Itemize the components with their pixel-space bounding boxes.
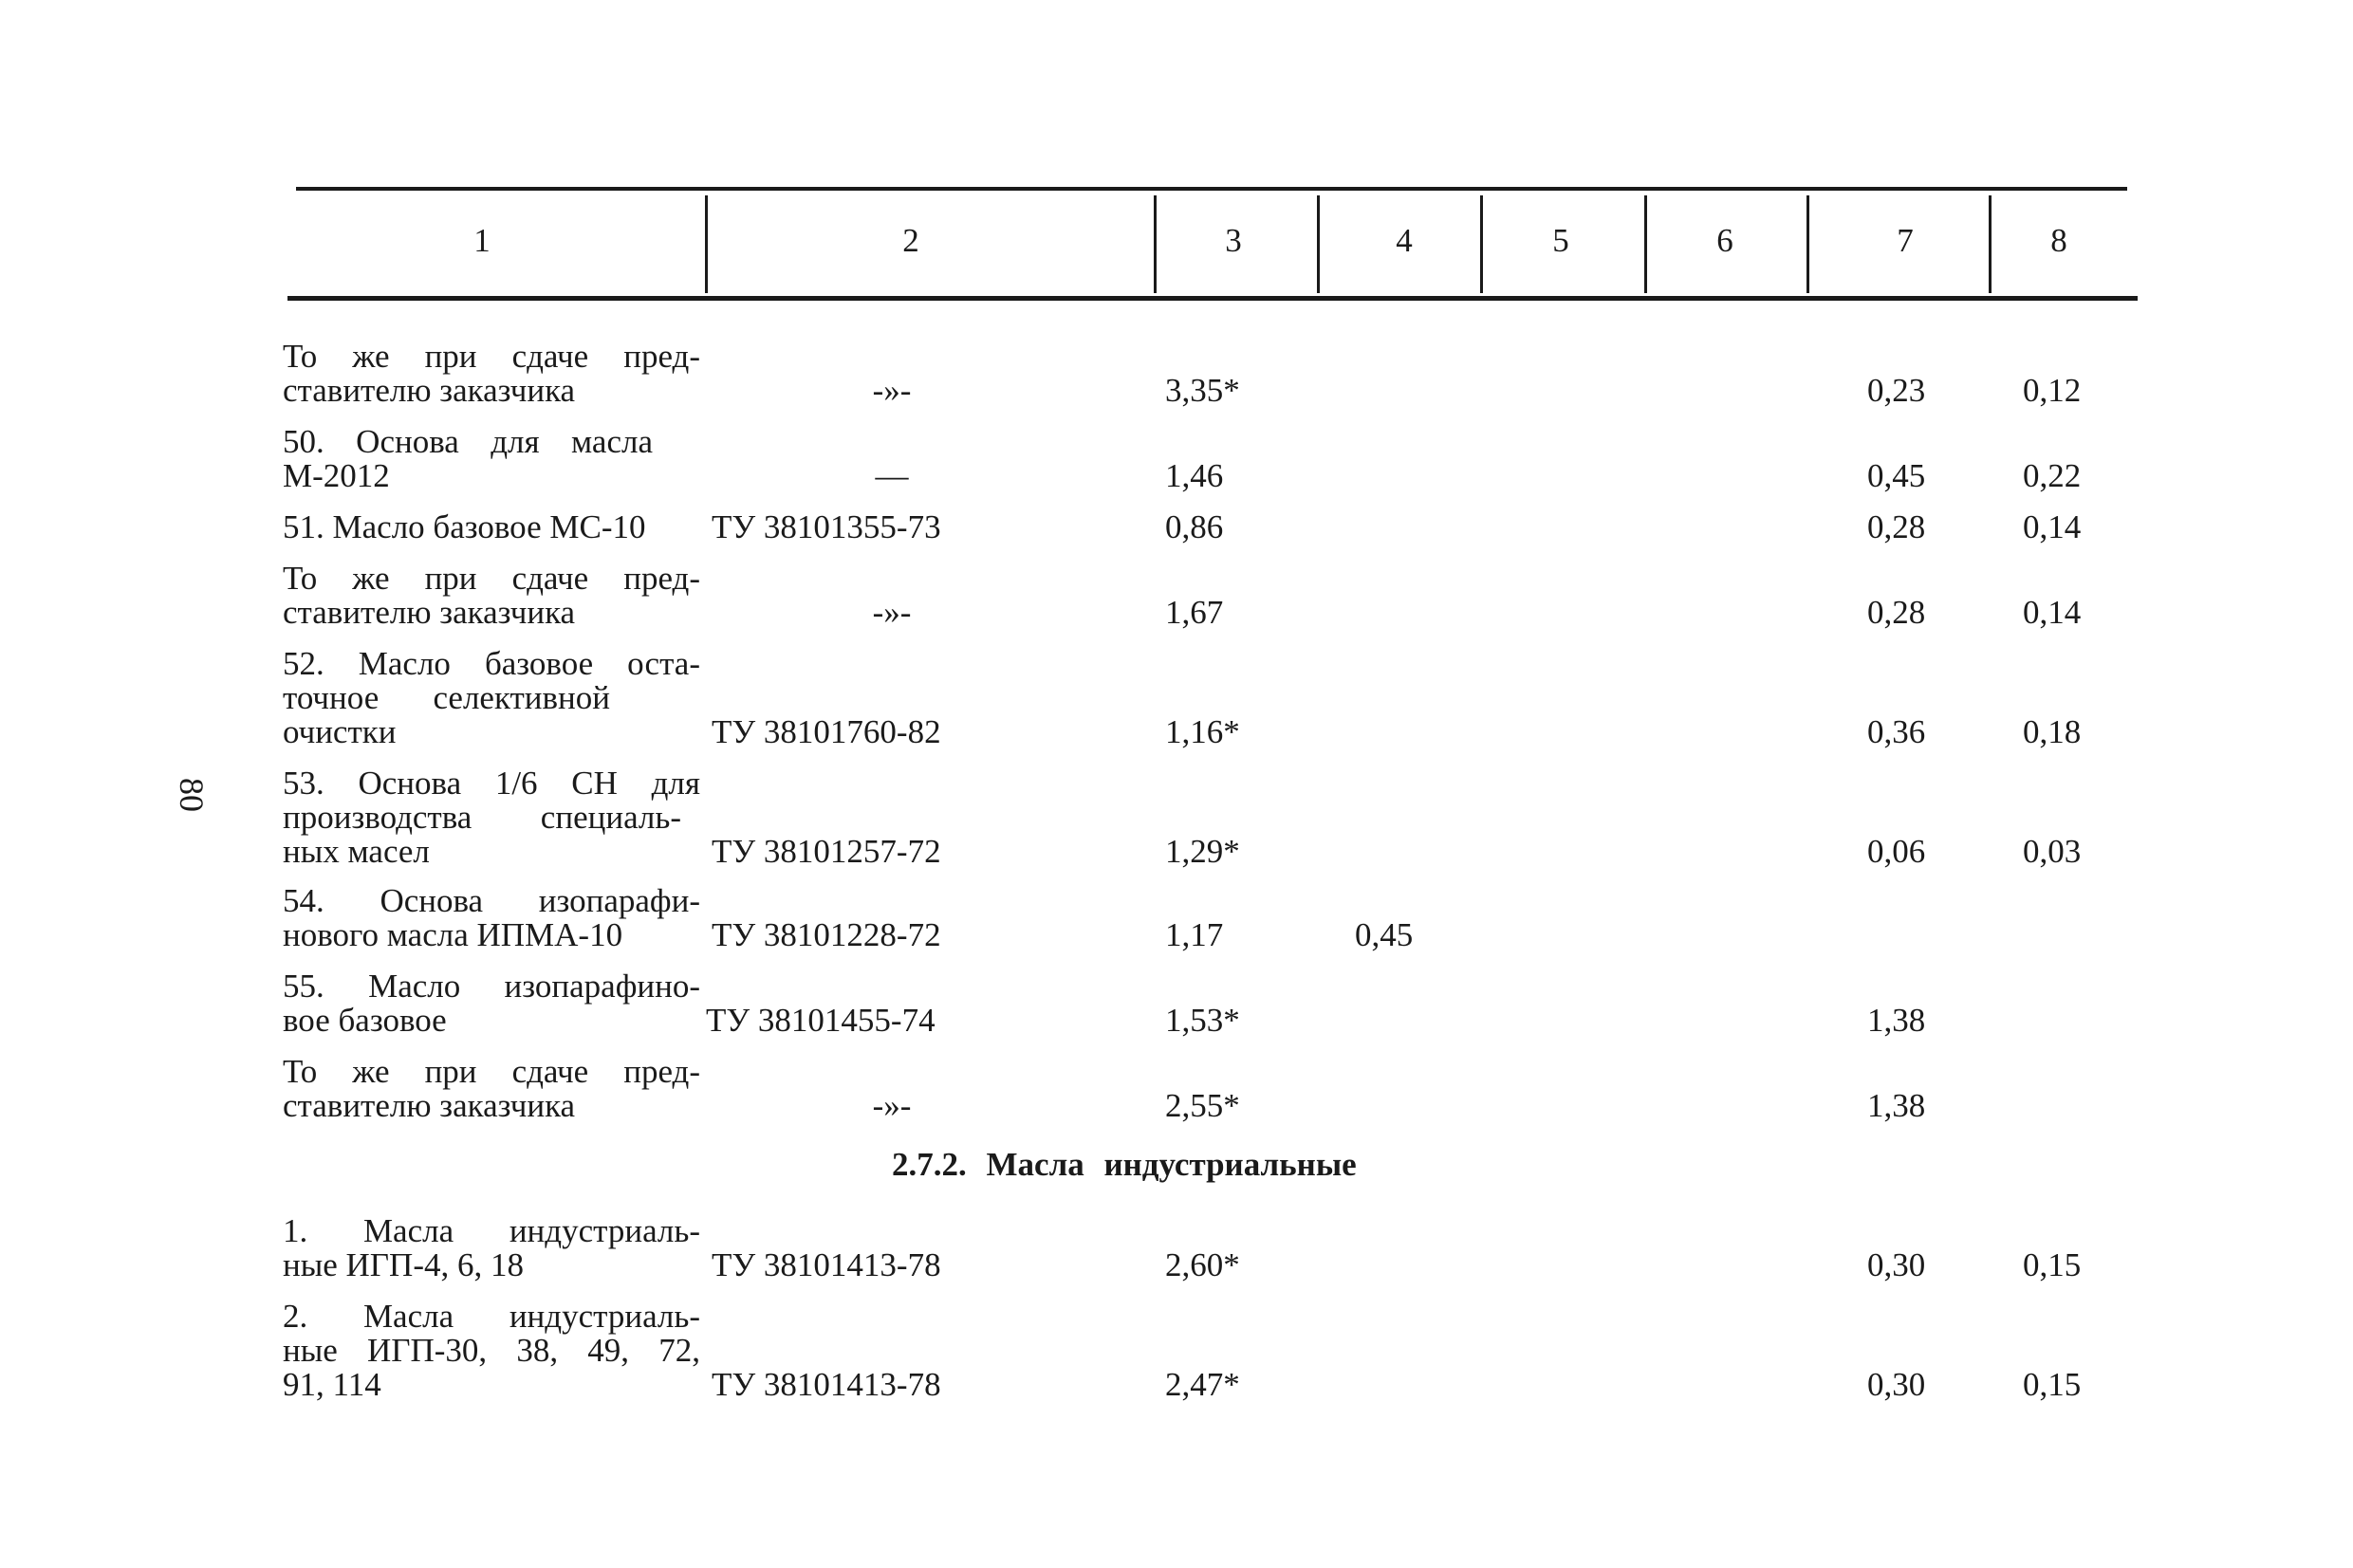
table-row-value-3: 3,35* — [1165, 372, 1240, 409]
column-header-1: 1 — [473, 222, 491, 259]
table-row-name: 51. Масло базовое МС-10 — [283, 508, 646, 545]
column-divider — [1806, 195, 1809, 293]
table-row-name: 53. Основа 1/6 СН для производства специаль- ных масел — [283, 765, 700, 870]
column-divider — [705, 195, 708, 293]
table-row-value-8: 0,14 — [2023, 508, 2082, 545]
table-row-value-8: 0,14 — [2023, 594, 2082, 631]
column-divider — [1154, 195, 1157, 293]
column-header-7: 7 — [1897, 222, 1914, 259]
table-row-value-7: 0,28 — [1867, 508, 1926, 545]
table-row-spec: ТУ 38101355-73 — [712, 508, 941, 545]
table-row-value-3: 2,47* — [1165, 1366, 1240, 1403]
table-row-value-7: 1,38 — [1867, 1002, 1926, 1039]
table-row-value-3: 1,17 — [1165, 916, 1224, 953]
table-row-value-8: 0,15 — [2023, 1366, 2082, 1403]
table-row-value-7: 0,06 — [1867, 833, 1926, 870]
table-row-value-3: 1,53* — [1165, 1002, 1240, 1039]
table-row-value-7: 1,38 — [1867, 1087, 1926, 1124]
header-top-rule — [296, 187, 2127, 191]
table-row-spec: ТУ 38101257-72 — [712, 833, 941, 870]
table-row-value-3: 2,55* — [1165, 1087, 1240, 1124]
column-header-2: 2 — [902, 222, 919, 259]
column-divider — [1317, 195, 1320, 293]
column-divider — [1480, 195, 1483, 293]
table-row-spec: ТУ 38101455-74 — [706, 1002, 936, 1039]
table-row-name: То же при сдаче пред- ставителю заказчика — [283, 560, 700, 631]
column-header-6: 6 — [1716, 222, 1733, 259]
table-row-spec: ТУ 38101413-78 — [712, 1366, 941, 1403]
table-row-spec: ТУ 38101228-72 — [712, 916, 941, 953]
table-row-value-8: 0,15 — [2023, 1246, 2082, 1283]
table-row-value-8: 0,18 — [2023, 713, 2082, 750]
column-divider — [1989, 195, 1992, 293]
table-row-value-7: 0,28 — [1867, 594, 1926, 631]
column-header-3: 3 — [1225, 222, 1242, 259]
table-row-value-3: 2,60* — [1165, 1246, 1240, 1283]
table-row-name: 2. Масла индустриаль- ные ИГП-30, 38, 49, 72, 91, 114 — [283, 1298, 700, 1403]
document-page: 80 1 2 3 4 5 6 7 8 То же при сдаче пред- ставителю заказчика -»- 3,35* 0,23 0,12 50. Основа для масла М-2012 — 1,46 0,45 0,22 51. Масло базовое МС-10 ТУ 38101355-73 0,86 0,28 0,14 То же при сдаче пред- ставителю заказчика -»- 1,67 0,28 0,14 52. Масло базовое оста- точное селективной очистки ТУ 38101760-82 1,16* 0,36 0,18 53. Основа 1/6 СН для производства специаль- ных масел ТУ 38101257-72 1,29* 0,06 0,03 54. Основа изопарафи- нового масла ИПМА-10 ТУ 38101228-72 1,17 0,45 55. Масло изопарафино- вое базовое ТУ 38101455-74 1,53* 1,38 То же при сдаче пред- ставителю заказчика -»- 2,55* 1,38 2.7.2. Масла индустриальные 1. Масла индустриаль- ные ИГП-4, 6, 18 ТУ 38101413-78 2,60* 0,30 0,15 2. Масла индустриаль- ные ИГП-30, 38, 49, 72, 91, 114 ТУ 38101413-78 2,47* 0,30 0,15 — [0, 0, 2353, 1568]
table-row-name: 55. Масло изопарафино- вое базовое — [283, 968, 700, 1039]
column-header-8: 8 — [2050, 222, 2067, 259]
column-header-4: 4 — [1396, 222, 1413, 259]
table-row-value-3: 1,46 — [1165, 457, 1224, 494]
table-row-value-8: 0,22 — [2023, 457, 2082, 494]
section-heading: 2.7.2. Масла индустриальные — [892, 1146, 1357, 1183]
table-row-value-7: 0,23 — [1867, 372, 1926, 409]
table-row-name: То же при сдаче пред- ставителю заказчика — [283, 338, 700, 409]
table-row-name: 1. Масла индустриаль- ные ИГП-4, 6, 18 — [283, 1212, 700, 1283]
table-row-value-7: 0,30 — [1867, 1246, 1926, 1283]
table-row-name: То же при сдаче пред- ставителю заказчика — [283, 1053, 700, 1124]
table-row-spec: ТУ 38101413-78 — [712, 1246, 941, 1283]
table-row-name: 54. Основа изопарафи- нового масла ИПМА-10 — [283, 882, 700, 953]
table-row-value-7: 0,30 — [1867, 1366, 1926, 1403]
table-row-value-3: 0,86 — [1165, 508, 1224, 545]
table-row-value-8: 0,03 — [2023, 833, 2082, 870]
table-row-value-4: 0,45 — [1355, 916, 1414, 953]
column-divider — [1644, 195, 1647, 293]
table-row-value-8: 0,12 — [2023, 372, 2082, 409]
column-header-5: 5 — [1552, 222, 1569, 259]
table-row-name: 52. Масло базовое оста- точное селективной очистки — [283, 645, 700, 750]
table-row-value-3: 1,16* — [1165, 713, 1240, 750]
header-bottom-rule — [287, 296, 2138, 301]
table-row-value-3: 1,67 — [1165, 594, 1224, 631]
page-number: 80 — [173, 778, 211, 812]
table-row-value-7: 0,36 — [1867, 713, 1926, 750]
table-row-spec: ТУ 38101760-82 — [712, 713, 941, 750]
table-row-value-7: 0,45 — [1867, 457, 1926, 494]
table-row-value-3: 1,29* — [1165, 833, 1240, 870]
table-row-name: 50. Основа для масла М-2012 — [283, 423, 653, 494]
